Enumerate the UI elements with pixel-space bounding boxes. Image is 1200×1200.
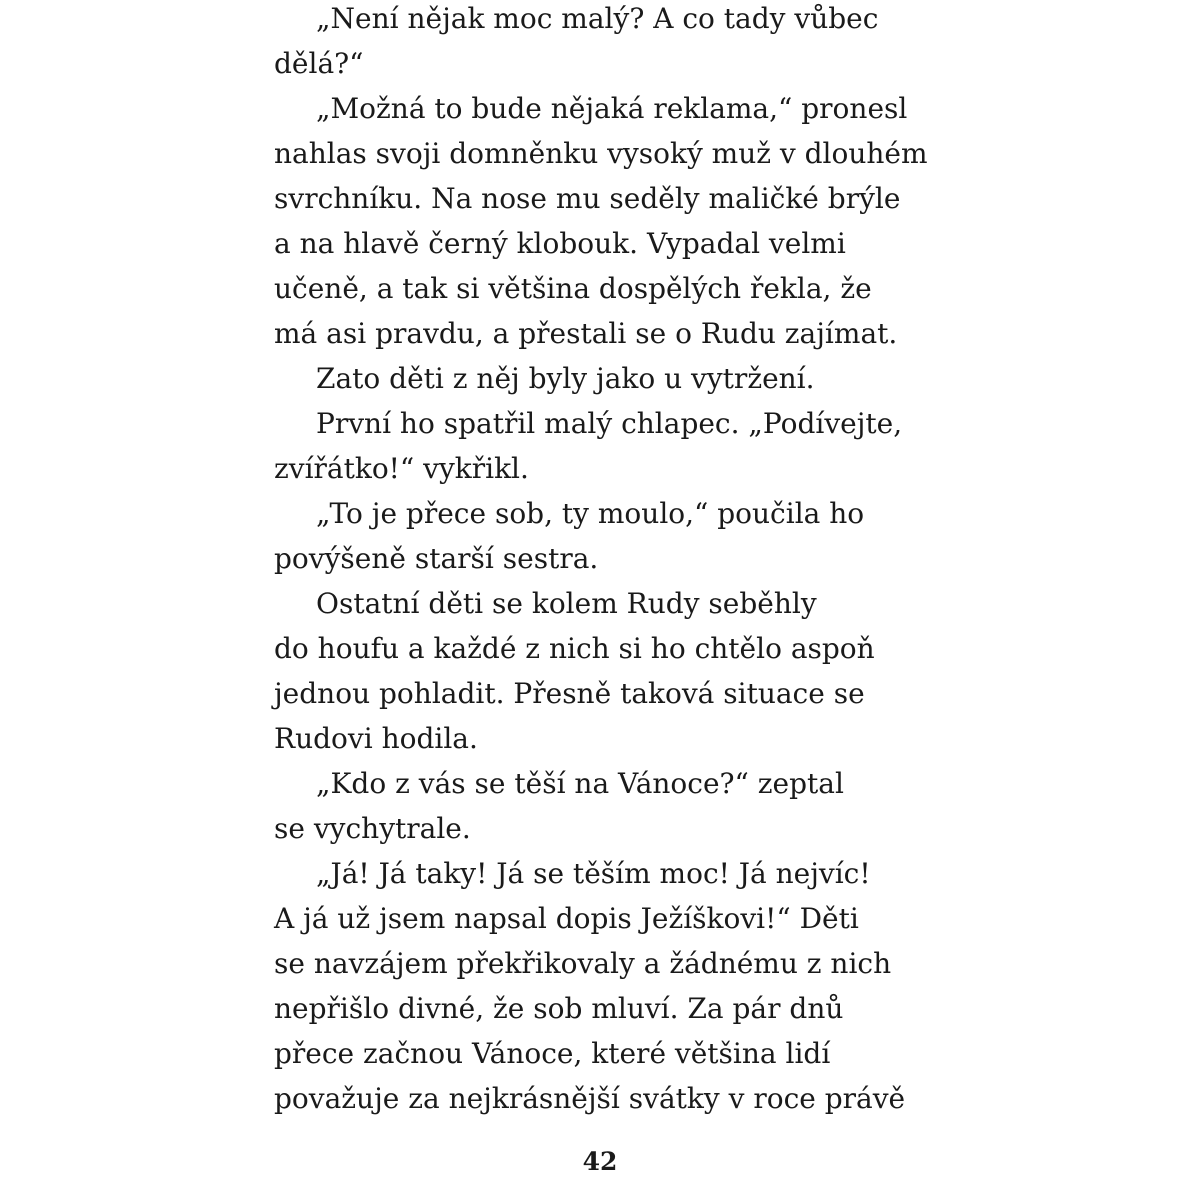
text-line: Rudovi hodila. bbox=[274, 722, 478, 755]
page-number: 42 bbox=[582, 1147, 618, 1176]
text-line: se navzájem překřikovaly a žádnému z nich bbox=[274, 947, 892, 980]
text-line: První ho spatřil malý chlapec. „Podívejte, bbox=[316, 407, 903, 440]
text-line: se vychytrale. bbox=[274, 812, 471, 845]
text-line: a na hlavě černý klobouk. Vypadal velmi bbox=[274, 227, 846, 260]
text-line: zvířátko!“ vykřikl. bbox=[274, 452, 529, 485]
text-line: jednou pohladit. Přesně taková situace se bbox=[274, 677, 865, 710]
text-line: „Možná to bude nějaká reklama,“ pronesl bbox=[316, 92, 908, 125]
text-line: nahlas svoji domněnku vysoký muž v dlouhém bbox=[274, 137, 928, 170]
text-line: Ostatní děti se kolem Rudy seběhly bbox=[316, 587, 817, 620]
text-line: učeně, a tak si většina dospělých řekla, že bbox=[274, 272, 872, 305]
text-line: A já už jsem napsal dopis Ježíškovi!“ Děti bbox=[274, 902, 859, 935]
text-line: považuje za nejkrásnější svátky v roce právě bbox=[274, 1082, 906, 1115]
text-line: Zato děti z něj byly jako u vytržení. bbox=[316, 362, 815, 395]
text-line: přece začnou Vánoce, které většina lidí bbox=[274, 1037, 831, 1070]
text-line: povýšeně starší sestra. bbox=[274, 542, 599, 575]
text-line: svrchníku. Na nose mu seděly maličké brýle bbox=[274, 182, 901, 215]
text-line: má asi pravdu, a přestali se o Rudu zajímat. bbox=[274, 317, 898, 350]
text-line: do houfu a každé z nich si ho chtělo aspoň bbox=[274, 632, 875, 665]
text-line: „To je přece sob, ty moulo,“ poučila ho bbox=[316, 497, 865, 530]
text-line: dělá?“ bbox=[274, 47, 364, 80]
text-line: „Není nějak moc malý? A co tady vůbec bbox=[316, 2, 879, 35]
text-line: „Já! Já taky! Já se těším moc! Já nejvíc! bbox=[316, 857, 871, 890]
text-line: „Kdo z vás se těší na Vánoce?“ zeptal bbox=[316, 767, 844, 800]
text-line: nepřišlo divné, že sob mluví. Za pár dnů bbox=[274, 992, 844, 1025]
body-text bbox=[274, 0, 954, 1121]
